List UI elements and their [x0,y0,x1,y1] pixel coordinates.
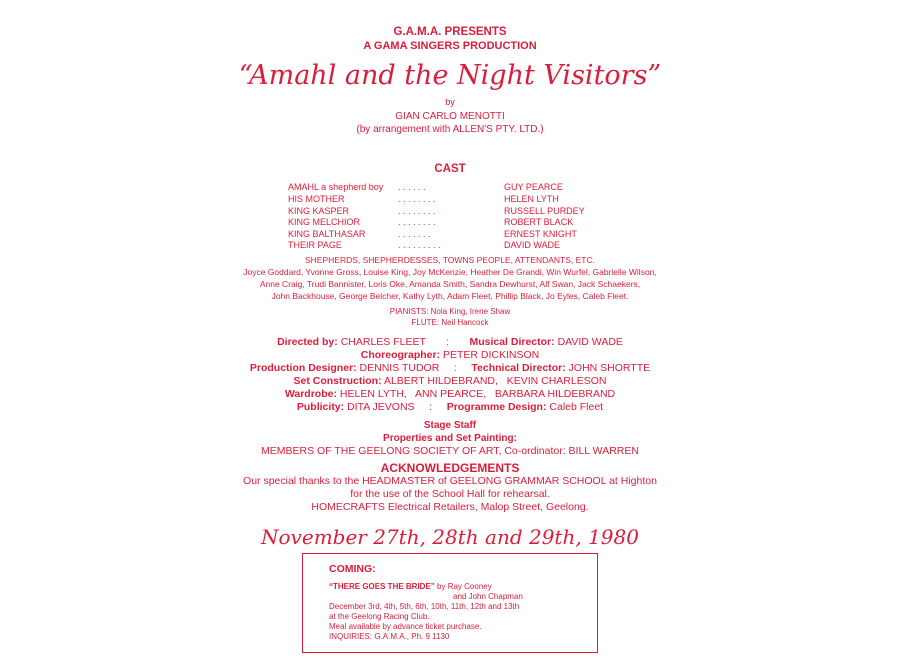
cast-actor: DAVID WADE [504,240,561,250]
credit-choreographer [0,349,900,361]
technical-label: Technical Director: [471,362,566,374]
coming-heading: COMING: [329,563,376,575]
pianists-line [0,307,900,316]
coming-coauthor: and John Chapman [453,592,523,601]
musical-label: Musical Director: [469,336,555,348]
ensemble-line: Joyce Goddard, Yvonne Gross, Louise King, Joy McKenzie, Heather De Grandi, Win Wurfel, Gabrielle Wilson, [243,267,657,277]
directed-label: Directed by: [277,336,338,348]
flute-name: Neil Hancock [441,318,489,327]
cast-actor: GUY PEARCE [504,182,563,192]
coming-author: by Ray Cooney [437,582,492,591]
choreographer-value: PETER DICKINSON [443,349,540,361]
coming-meal: Meal available by advance ticket purchase. [329,622,482,631]
cast-role: KING KASPER [288,206,350,216]
ensemble-heading: SHEPHERDS, SHEPHERDESSES, TOWNS PEOPLE, ATTENDANTS, ETC. [304,255,595,265]
choreographer-label: Choreographer: [360,349,441,361]
flute-label: FLUTE: [411,318,440,327]
production-designer-label: Production Designer: [249,362,357,374]
credit-set [0,375,900,387]
cast-heading: CAST [434,163,466,175]
cast-actor: HELEN LYTH [504,194,559,204]
publicity-value: DITA JEVONS [347,401,415,413]
technical-value: JOHN SHORTTE [568,362,651,374]
cast-role: THEIR PAGE [288,240,342,250]
cast-role: HIS MOTHER [288,194,345,204]
programme-value: Caleb Fleet [549,401,604,413]
acknowledgement-line: for the use of the School Hall for rehearsal. [350,488,550,500]
credit-wardrobe [0,388,900,400]
credit-publicity-programme [0,401,900,413]
cast-actor: ERNEST KNIGHT [504,229,577,239]
coming-show-line [329,582,492,591]
cast-row [288,217,608,229]
cast-row [288,240,608,252]
cast-role: AMAHL a shepherd boy [288,182,384,192]
cast-dots: . . . . . . . . [398,217,436,227]
wardrobe-value: HELEN LYTH, ANN PEARCE, BARBARA HILDEBRAND [339,388,616,400]
composer-name: GIAN CARLO MENOTTI [395,111,505,122]
cast-dots: . . . . . . . . [398,194,436,204]
publicity-label: Publicity: [296,401,345,413]
credit-separator: : [453,362,457,374]
coming-dates: December 3rd, 4th, 5th, 6th, 10th, 11th, 12th and 13th [329,602,520,611]
cast-actor: ROBERT BLACK [504,217,574,227]
programme-label: Programme Design: [446,401,547,413]
credit-directed-musical [0,336,900,348]
cast-dots: . . . . . . [398,182,426,192]
wardrobe-label: Wardrobe: [284,388,337,400]
credit-designer-technical [0,362,900,374]
ensemble-line: John Backhouse, George Belcher, Kathy Lyth, Adam Fleet, Phillip Black, Jo Eyles, Caleb Fleet. [271,291,629,301]
set-label: Set Construction: [293,375,382,387]
show-title: “Amahl and the Night Visitors” [238,60,662,91]
credit-separator: : [446,336,450,348]
cast-actor: RUSSELL PURDEY [504,206,585,216]
arrangement-note: (by arrangement with ALLEN'S PTY. LTD.) [356,124,544,135]
production-designer-value: DENNIS TUDOR [359,362,440,374]
cast-row [288,194,608,206]
stage-staff-heading: Stage Staff [423,420,477,431]
credit-separator: : [429,401,433,413]
coming-show-title: “THERE GOES THE BRIDE” [329,582,435,591]
pianists-label: PIANISTS: [389,307,429,316]
coming-inquiries: INQUIRIES: G.A.M.A., Ph. 9 1130 [329,632,450,641]
cast-dots: . . . . . . . . . [398,240,441,250]
acknowledgement-line: Our special thanks to the HEADMASTER of GEELONG GRAMMAR SCHOOL at Highton [243,475,657,487]
cast-role: KING MELCHIOR [288,217,361,227]
cast-row [288,182,608,194]
musical-value: DAVID WADE [557,336,623,348]
pianists-names: Nola King, Irene Shaw [430,307,511,316]
flute-line [0,318,900,327]
cast-dots: . . . . . . . [398,229,431,239]
acknowledgement-line: HOMECRAFTS Electrical Retailers, Malop Street, Geelong. [311,501,589,513]
ensemble-line: Anne Craig, Trudi Bannister, Loris Oke, Amanda Smith, Sandra Dewhurst, Alf Swan, Jack Schaekers, [259,279,641,289]
production-line: A GAMA SINGERS PRODUCTION [363,40,537,52]
by-text: by [445,97,455,107]
properties-text: MEMBERS OF THE GEELONG SOCIETY OF ART, Co-ordinator: BILL WARREN [261,445,639,457]
directed-value: CHARLES FLEET [340,336,426,348]
properties-heading: Properties and Set Painting: [383,433,517,444]
acknowledgements-heading: ACKNOWLEDGEMENTS [380,461,520,475]
coming-venue: at the Geelong Racing Club. [329,612,430,621]
cast-dots: . . . . . . . . [398,206,436,216]
performance-dates: November 27th, 28th and 29th, 1980 [261,525,639,549]
presents-heading: G.A.M.A. PRESENTS [393,26,507,38]
coming-soon-box [302,553,598,653]
cast-role: KING BALTHASAR [288,229,366,239]
set-value: ALBERT HILDEBRAND, KEVIN CHARLESON [383,375,607,387]
